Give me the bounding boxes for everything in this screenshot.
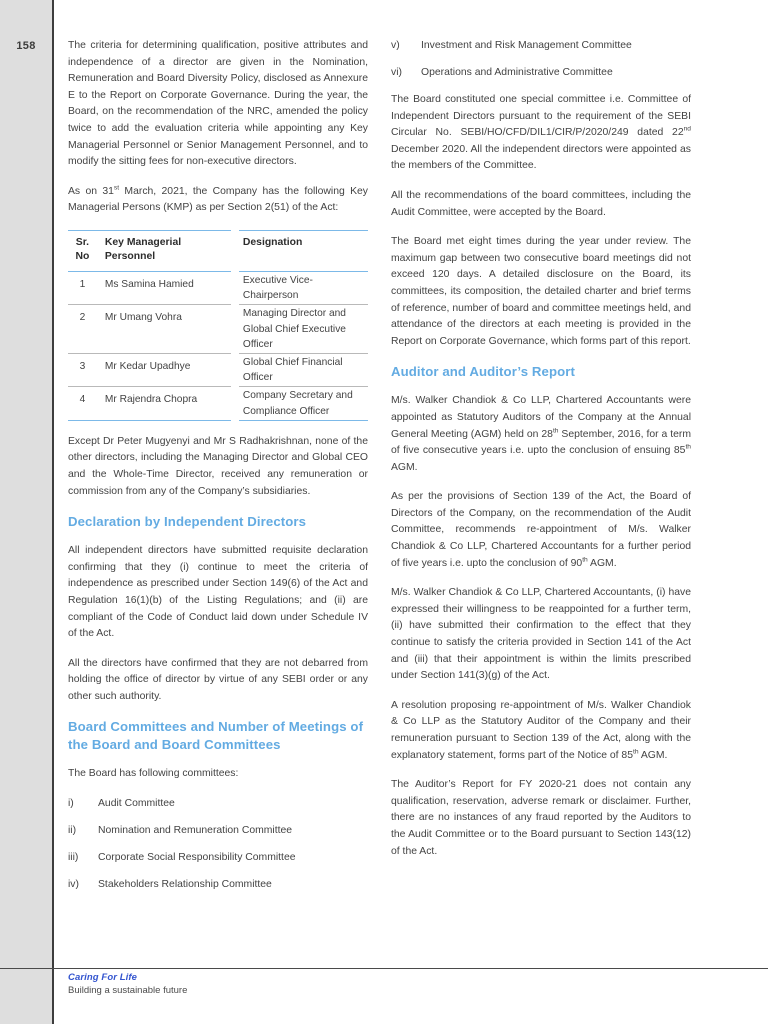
heading-auditor-report: Auditor and Auditor’s Report bbox=[391, 364, 575, 380]
kmp-header-sr-line1: Sr. bbox=[75, 236, 90, 248]
committee-list-right bbox=[391, 38, 691, 81]
kmp-header-gap bbox=[231, 230, 238, 271]
auditor-appointment-b: September, 2016, for a term of five consecutive years i.e. upto the conclusion of ensuing 85 bbox=[391, 428, 691, 457]
kmp-header-personnel-line2: Personnel bbox=[104, 251, 156, 263]
kmp-cell-gap bbox=[231, 353, 238, 386]
auditor-resolution-b: AGM. bbox=[638, 749, 668, 761]
footer-divider bbox=[0, 968, 768, 969]
kmp-header-personnel-line1: Key Managerial bbox=[104, 236, 182, 248]
kmp-cell-gap bbox=[231, 305, 238, 354]
auditor-reappointment-ordinal: th bbox=[582, 556, 588, 564]
kmp-cell-sr-no: 3 bbox=[68, 353, 97, 386]
page-vertical-rule bbox=[52, 0, 54, 1024]
paragraph-special-committee bbox=[391, 92, 691, 175]
auditor-appointment-ordinal-1: th bbox=[552, 427, 559, 435]
page-number: 158 bbox=[16, 40, 36, 52]
kmp-table-head bbox=[68, 230, 368, 271]
kmp-intro-post: March, 2021, the Company has the following Key Managerial Persons (KMP) as per Section 2(51) of the Act: bbox=[68, 185, 368, 214]
special-committee-ordinal: nd bbox=[683, 125, 691, 133]
paragraph-auditor-appointment bbox=[391, 393, 691, 476]
paragraph-auditor-confirmations: M/s. Walker Chandiok & Co LLP, Chartered Accountants, (i) have expressed their willingness to be reappointed for a further term, (ii) have submitted their confirmation to the effect that they continue to satisfy the criteria provided in Section 141 of the Act and (iii) that their appointment is within the limits prescribed under Section 141(3)(g) of the Act. bbox=[391, 587, 691, 682]
paragraph-criteria: The criteria for determining qualification, positive attributes and independence of a director are given in the Nomination, Remuneration and Board Diversity Policy, disclosed as Annexure E to the Report on Corporate Governance. During the year, the Board, on the recommendation of the NRC, amended the policy twice to add the evaluation criteria while appointing any Key Managerial Personnel or Senior Management Personnel, and to modify the sitting fees for non-executive directors. bbox=[68, 40, 368, 168]
kmp-cell-gap bbox=[231, 387, 238, 420]
auditor-reappointment-b: AGM. bbox=[587, 557, 617, 569]
left-column bbox=[68, 38, 368, 904]
committee-list-left bbox=[68, 796, 368, 893]
kmp-cell-sr-no: 4 bbox=[68, 387, 97, 420]
heading-declaration-independent-directors: Declaration by Independent Directors bbox=[68, 514, 307, 530]
list-item bbox=[68, 877, 368, 893]
list-item-label: Stakeholders Relationship Committee bbox=[98, 879, 272, 891]
paragraph-declaration: All independent directors have submitted requisite declaration confirming that they (i) continue to meet the criteria of independence as prescribed under Section 149(6) of the Act and Regulation 16(1)(b) of the Listing Regulations; and (ii) are compliant of the Code of Conduct laid down under Schedule IV of the Act. bbox=[68, 545, 368, 640]
kmp-header-sr-no bbox=[68, 230, 97, 271]
auditor-appointment-c: AGM. bbox=[391, 461, 418, 473]
special-committee-pre: The Board constituted one special committee i.e. Committee of Independent Directors pursuant to the requirement of the SEBI Circular No. SEBI/HO/CFD/DIL1/CIR/P/2020/249 dated 22 bbox=[391, 94, 691, 139]
footer-tagline: Caring For Life bbox=[68, 972, 138, 983]
right-column bbox=[391, 38, 691, 860]
list-item-label: Investment and Risk Management Committee bbox=[421, 40, 632, 51]
footer-subtagline: Building a sustainable future bbox=[68, 985, 188, 996]
paragraph-kmp-intro bbox=[68, 184, 368, 217]
kmp-header-sr-line2: No bbox=[75, 251, 90, 263]
auditor-reappointment-a: As per the provisions of Section 139 of the Act, the Board of Directors of the Company, on the recommendation of the Audit Committee, recommends re-appointment of M/s. Walker Chandiok & Co LLP, Chartered Accountants for a further period of five years i.e. upto the conclusion of 90 bbox=[391, 491, 691, 569]
kmp-cell-designation: Company Secretary and Compliance Officer bbox=[239, 387, 368, 420]
list-marker: iii) bbox=[68, 852, 79, 864]
paragraph-auditor-reappointment bbox=[391, 489, 691, 572]
list-item-label: Operations and Administrative Committee bbox=[421, 67, 613, 78]
paragraph-auditor-report-fy: The Auditor’s Report for FY 2020-21 does not contain any qualification, reservation, adverse remark or disclaimer. Further, there are no instances of any fraud reported by the Auditors to the Audit Committee or to the Board pursuant to Section 143(12) of the Act. bbox=[391, 779, 691, 857]
kmp-cell-personnel: Mr Kedar Upadhye bbox=[97, 353, 232, 386]
page-footer bbox=[68, 972, 468, 996]
list-item bbox=[391, 38, 691, 54]
heading-board-committees: Board Committees and Number of Meetings of the Board and Board Committees bbox=[68, 719, 364, 753]
kmp-cell-personnel: Ms Samina Hamied bbox=[97, 271, 232, 304]
page-edge-strip bbox=[0, 0, 52, 1024]
auditor-appointment-a: M/s. Walker Chandiok & Co LLP, Chartered Accountants were appointed as Statutory Auditors of the Company at the Annual General Meeting (AGM) held on 28 bbox=[391, 395, 691, 440]
list-item bbox=[68, 823, 368, 839]
paragraph-remuneration-exception: Except Dr Peter Mugyenyi and Mr S Radhakrishnan, none of the other directors, including the Managing Director and Global CEO and the Whole-Time Director, received any remuneration or commission from any of the Company’s subsidiaries. bbox=[68, 435, 368, 497]
kmp-header-personnel bbox=[97, 230, 232, 271]
paragraph-board-meetings: The Board met eight times during the year under review. The maximum gap between two consecutive board meetings did not exceed 120 days. A detailed disclosure on the Board, its committees, its composition, the detailed charter and brief terms of reference, number of board and committee meetings held, and attendance of the directors at each meeting is provided in the Report on Corporate Governance, which forms part of this report. bbox=[391, 236, 691, 347]
table-row bbox=[68, 271, 368, 304]
kmp-table-header-row bbox=[68, 230, 368, 271]
list-marker: vi) bbox=[391, 67, 402, 78]
kmp-cell-personnel: Mr Umang Vohra bbox=[97, 305, 232, 354]
table-row bbox=[68, 305, 368, 354]
list-marker: iv) bbox=[68, 879, 79, 891]
kmp-cell-designation: Managing Director and Global Chief Executive Officer bbox=[239, 305, 368, 354]
paragraph-auditor-resolution bbox=[391, 698, 691, 764]
table-row bbox=[68, 353, 368, 386]
auditor-resolution-a: A resolution proposing re-appointment of M/s. Walker Chandiok & Co LLP as the Statutory Auditor of the Company and their remuneration pursuant to Section 139 of the Act, along with the explanatory statement, forms part of the Notice of 85 bbox=[391, 699, 691, 761]
list-marker: i) bbox=[68, 798, 74, 810]
paragraph-recommendations-accepted: All the recommendations of the board committees, including the Audit Committee, were accepted by the Board. bbox=[391, 189, 691, 218]
table-row bbox=[68, 387, 368, 420]
list-item-label: Audit Committee bbox=[98, 798, 175, 810]
list-item bbox=[68, 796, 368, 812]
kmp-cell-sr-no: 2 bbox=[68, 305, 97, 354]
special-committee-post: December 2020. All the independent directors were appointed as the members of the Committee. bbox=[391, 143, 691, 172]
list-item-label: Nomination and Remuneration Committee bbox=[98, 825, 293, 837]
kmp-cell-gap bbox=[231, 271, 238, 304]
kmp-cell-personnel: Mr Rajendra Chopra bbox=[97, 387, 232, 420]
list-item bbox=[68, 850, 368, 866]
kmp-table-body bbox=[68, 271, 368, 420]
kmp-cell-sr-no: 1 bbox=[68, 271, 97, 304]
paragraph-committees-intro: The Board has following committees: bbox=[68, 768, 239, 780]
kmp-intro-ordinal: st bbox=[113, 184, 120, 192]
kmp-header-designation: Designation bbox=[239, 230, 368, 271]
auditor-resolution-ordinal: th bbox=[633, 748, 639, 756]
kmp-intro-pre: As on 31 bbox=[68, 185, 114, 197]
paragraph-debarment: All the directors have confirmed that they are not debarred from holding the office of director by virtue of any SEBI order or any other such authority. bbox=[68, 657, 368, 702]
list-marker: v) bbox=[391, 40, 400, 51]
kmp-cell-designation: Executive Vice-Chairperson bbox=[239, 271, 368, 304]
list-item-label: Corporate Social Responsibility Committee bbox=[98, 852, 296, 864]
list-item bbox=[391, 65, 691, 81]
kmp-table bbox=[68, 230, 368, 421]
list-marker: ii) bbox=[68, 825, 77, 837]
auditor-appointment-ordinal-2: th bbox=[685, 443, 691, 451]
kmp-cell-designation: Global Chief Financial Officer bbox=[239, 353, 368, 386]
